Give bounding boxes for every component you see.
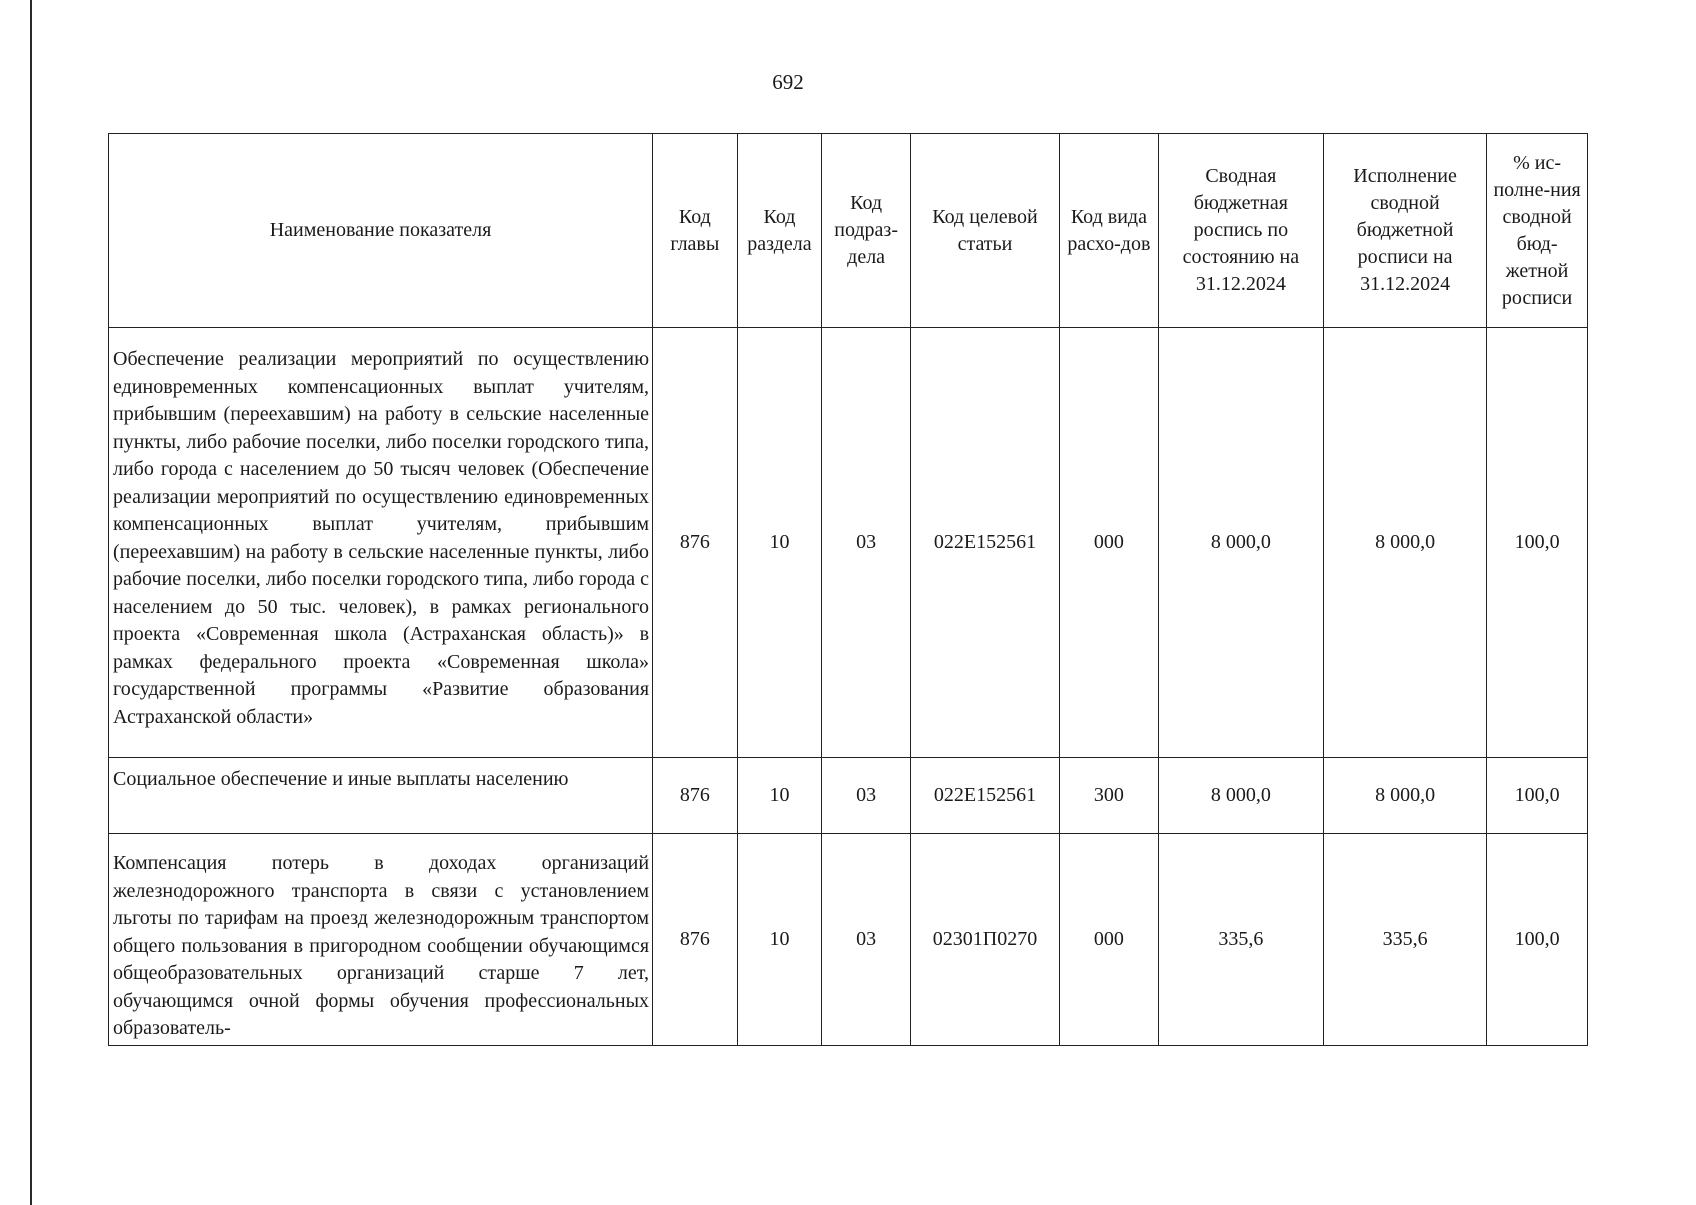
row-expense-type-code: 000 bbox=[1060, 834, 1159, 1046]
table-header-row bbox=[109, 134, 1588, 328]
row-expense-type-code: 300 bbox=[1060, 758, 1159, 834]
table-row bbox=[109, 328, 1588, 758]
row-target-article-code: 022E152561 bbox=[910, 328, 1059, 758]
row-execution-percent: 100,0 bbox=[1487, 328, 1588, 758]
row-budget-plan: 8 000,0 bbox=[1158, 758, 1323, 834]
table-row bbox=[109, 834, 1588, 1046]
header-section-code: Код раздела bbox=[737, 134, 822, 328]
left-margin-rule bbox=[30, 0, 32, 1205]
row-expense-type-code: 000 bbox=[1060, 328, 1159, 758]
page-number bbox=[0, 70, 1696, 95]
row-target-article-code: 02301П0270 bbox=[910, 834, 1059, 1046]
row-section-code: 10 bbox=[737, 834, 822, 1046]
header-indicator-name: Наименование показателя bbox=[109, 134, 653, 328]
row-chapter-code: 876 bbox=[653, 834, 738, 1046]
row-subsection-code: 03 bbox=[822, 834, 911, 1046]
row-chapter-code: 876 bbox=[653, 328, 738, 758]
row-indicator-name: Компенсация потерь в доходах организаций железнодорожного транспорта в связи с установлением льготы по тарифам на проезд железнодорожным транспортом общего пользования в пригородном сообщении обучающимся общеобразовательных организаций старше 7 лет, обучающимся очной формы обучения профессиональных образователь- bbox=[109, 834, 653, 1046]
row-execution-percent: 100,0 bbox=[1487, 834, 1588, 1046]
row-budget-plan: 8 000,0 bbox=[1158, 328, 1323, 758]
header-expense-type-code: Код вида расхо-дов bbox=[1060, 134, 1159, 328]
header-chapter-code: Код главы bbox=[653, 134, 738, 328]
budget-execution-table bbox=[108, 133, 1588, 1046]
row-indicator-name: Обеспечение реализации мероприятий по осуществлению единовременных компенсационных выплат учителям, прибывшим (переехавшим) на работу в сельские населенные пункты, либо рабочие поселки, либо поселки городского типа, либо города с населением до 50 тысяч человек (Обеспечение реализации мероприятий по осуществлению единовременных компенсационных выплат учителям, прибывшим (переехавшим) на работу в сельские населенные пункты, либо рабочие поселки, либо поселки городского типа, либо города с населением до 50 тыс. человек), в рамках регионального проекта «Современная школа (Астраханская область)» в рамках федерального проекта «Современная школа» государственной программы «Развитие образования Астраханской области» bbox=[109, 328, 653, 758]
row-subsection-code: 03 bbox=[822, 758, 911, 834]
header-budget-plan: Сводная бюджетная роспись по состоянию на 31.12.2024 bbox=[1158, 134, 1323, 328]
header-execution-percent: % ис-полне-ния сводной бюд-жетной росписи bbox=[1487, 134, 1588, 328]
header-target-article-code: Код целевой статьи bbox=[910, 134, 1059, 328]
row-budget-execution: 8 000,0 bbox=[1323, 758, 1486, 834]
row-target-article-code: 022E152561 bbox=[910, 758, 1059, 834]
table-row bbox=[109, 758, 1588, 834]
row-indicator-name: Социальное обеспечение и иные выплаты населению bbox=[109, 758, 653, 834]
row-subsection-code: 03 bbox=[822, 328, 911, 758]
header-subsection-code: Код подраз-дела bbox=[822, 134, 911, 328]
header-budget-execution: Исполнение сводной бюджетной росписи на 31.12.2024 bbox=[1323, 134, 1486, 328]
row-budget-execution: 335,6 bbox=[1323, 834, 1486, 1046]
row-budget-execution: 8 000,0 bbox=[1323, 328, 1486, 758]
page-number-text: 692 bbox=[772, 70, 804, 94]
row-budget-plan: 335,6 bbox=[1158, 834, 1323, 1046]
row-chapter-code: 876 bbox=[653, 758, 738, 834]
row-section-code: 10 bbox=[737, 758, 822, 834]
row-execution-percent: 100,0 bbox=[1487, 758, 1588, 834]
row-section-code: 10 bbox=[737, 328, 822, 758]
